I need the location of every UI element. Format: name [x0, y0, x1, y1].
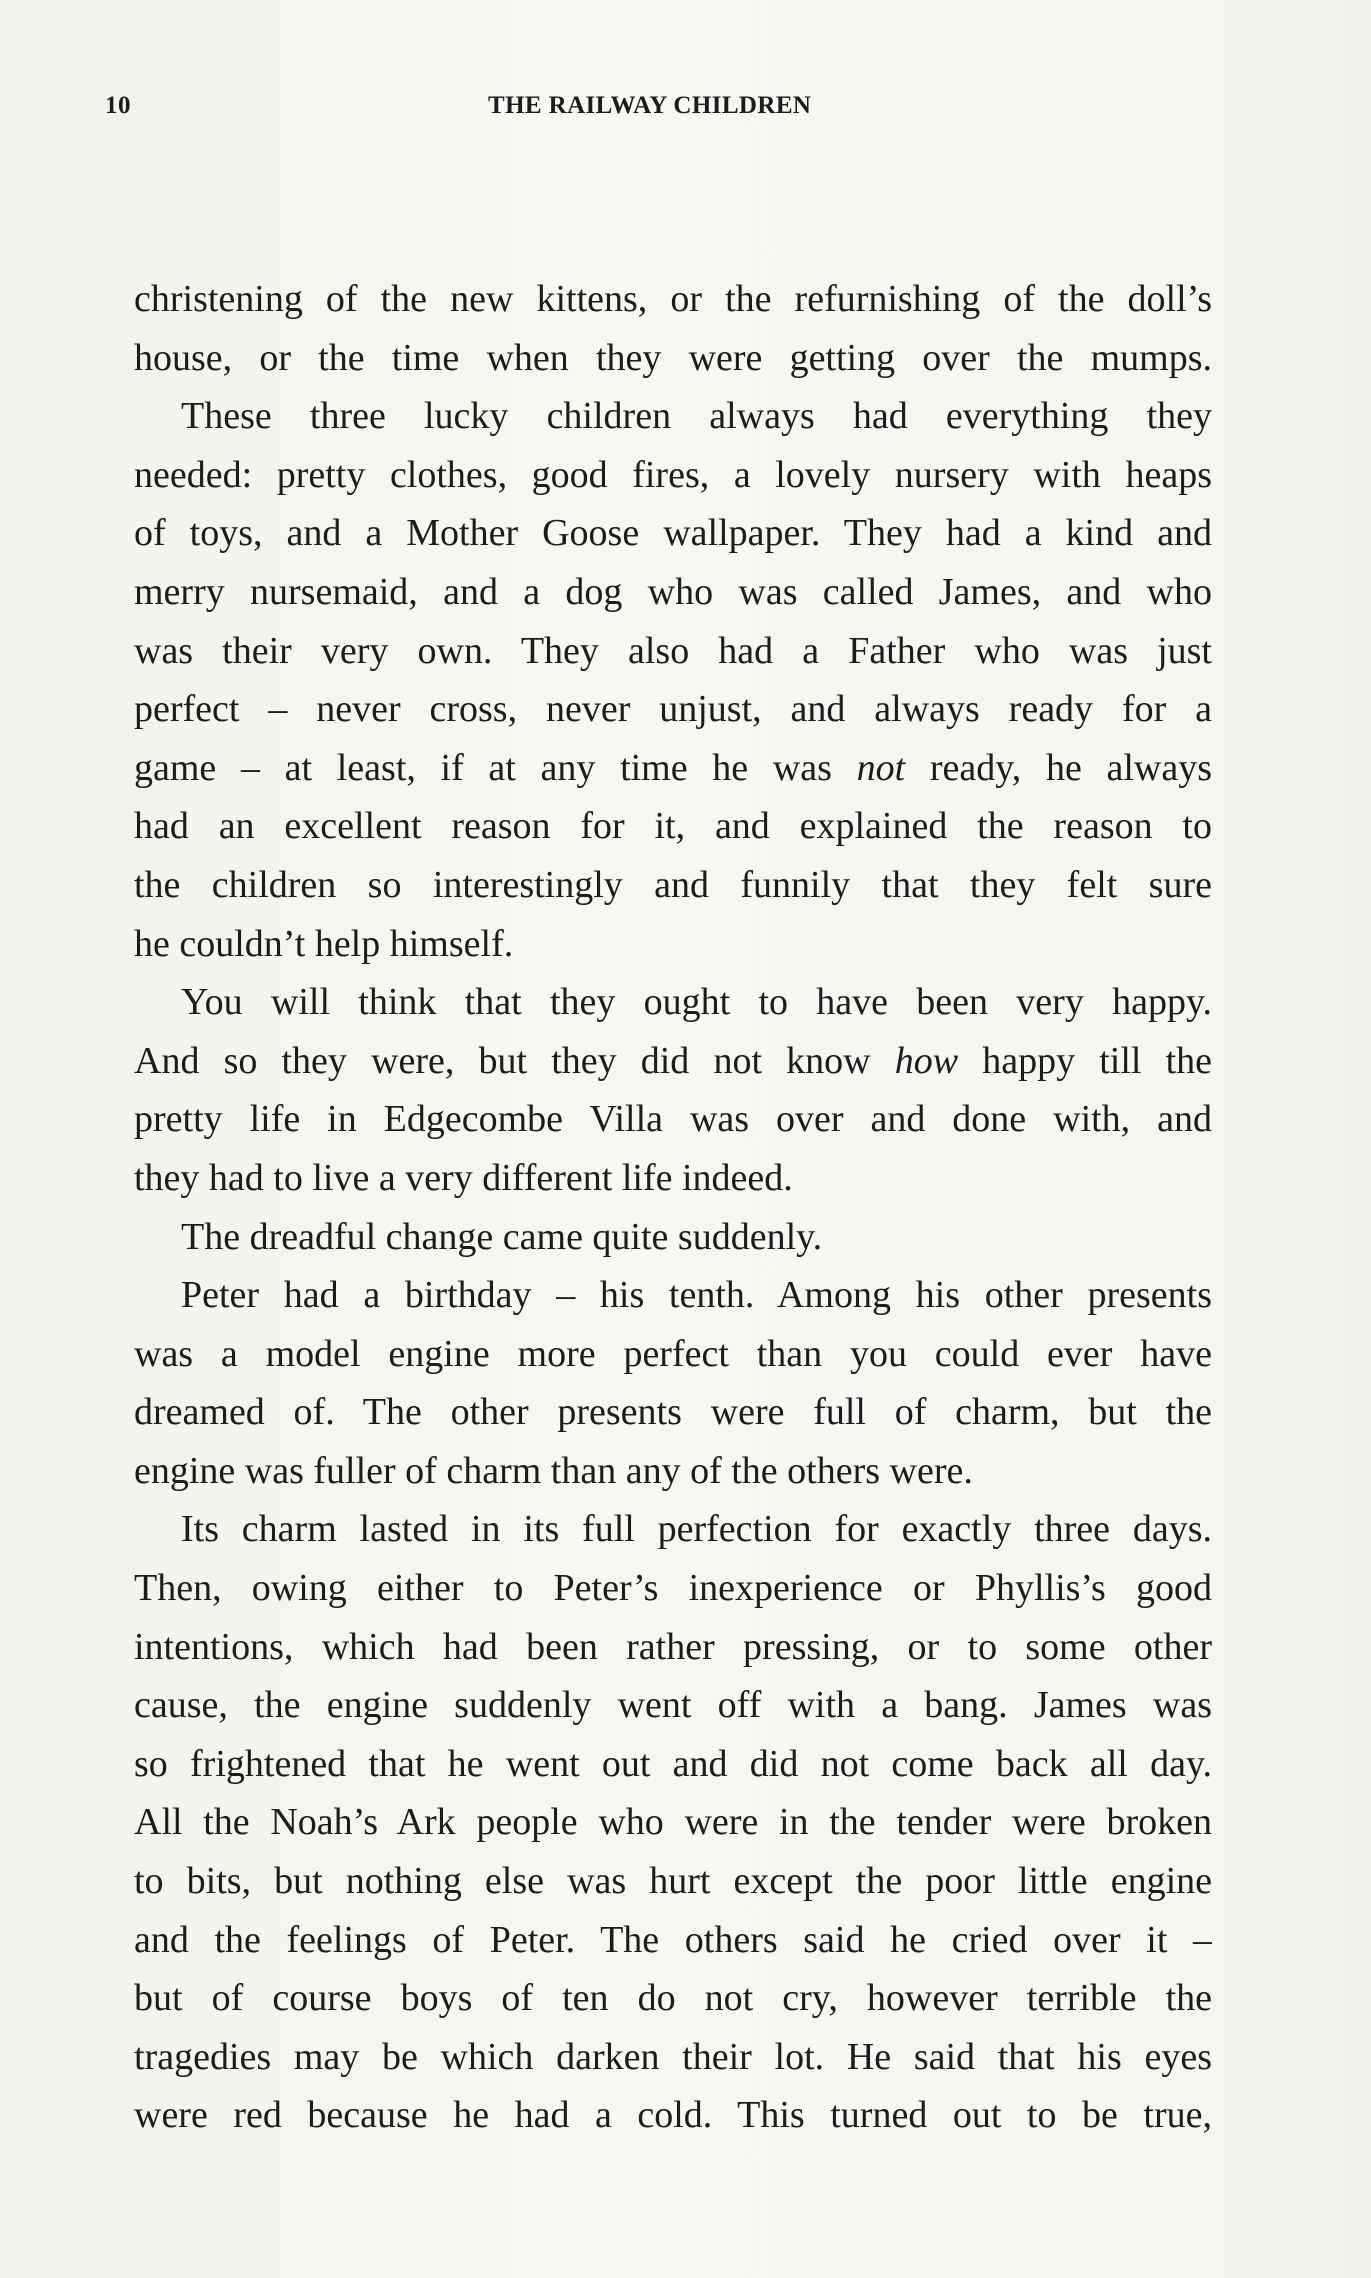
text-line — [134, 622, 1212, 681]
text-line-content: intentions, which had been rather pressing, or to some other — [134, 1625, 1212, 1668]
text-line-content: engine was fuller of charm than any of the others were. — [134, 1449, 973, 1492]
text-line — [134, 1969, 1212, 2028]
text-line-content: needed: pretty clothes, good fires, a lovely nursery with heaps — [134, 453, 1212, 496]
text-line — [134, 1676, 1212, 1735]
text-line-content: the children so interestingly and funnily that they felt sure — [134, 863, 1212, 906]
text-line — [134, 739, 1212, 798]
text-line — [134, 387, 1212, 446]
text-line-content: was a model engine more perfect than you could ever have — [134, 1332, 1212, 1375]
body-text — [134, 270, 1212, 2145]
text-line-content: game – at least, if at any time he was — [134, 746, 857, 789]
text-line-content: You will think that they ought to have been very happy. — [181, 981, 1212, 1024]
text-line-content: dreamed of. The other presents were full of charm, but the — [134, 1391, 1212, 1434]
text-line-content: to bits, but nothing else was hurt except the poor little engine — [134, 1860, 1212, 1903]
text-line — [134, 1793, 1212, 1852]
text-line — [134, 2028, 1212, 2087]
text-line-content: of toys, and a Mother Goose wallpaper. They had a kind and — [134, 512, 1212, 555]
text-line-content: And so they were, but they did not know — [134, 1039, 895, 1082]
text-line-content: they had to live a very different life indeed. — [134, 1156, 793, 1199]
text-line — [134, 1618, 1212, 1677]
text-line-content: was their very own. They also had a Father who was just — [134, 629, 1212, 672]
text-line — [134, 856, 1212, 915]
text-line-content: These three lucky children always had everything they — [181, 395, 1212, 438]
text-line — [134, 1911, 1212, 1970]
text-line-content: he couldn’t help himself. — [134, 922, 514, 965]
text-line-content: house, or the time when they were getting over the mumps. — [134, 336, 1212, 379]
text-line — [134, 1559, 1212, 1618]
text-line — [134, 1852, 1212, 1911]
text-line-content: pretty life in Edgecombe Villa was over and done with, and — [134, 1098, 1212, 1141]
text-line — [134, 446, 1212, 505]
text-line-content: perfect – never cross, never unjust, and always ready for a — [134, 688, 1212, 731]
text-line — [134, 1032, 1212, 1091]
text-line — [134, 1208, 1212, 1267]
text-line-content: The dreadful change came quite suddenly. — [181, 1215, 823, 1258]
text-line-content: so frightened that he went out and did not come back all day. — [134, 1742, 1212, 1785]
text-line — [134, 915, 1212, 974]
text-line — [134, 504, 1212, 563]
italic-emphasis: not — [856, 746, 906, 789]
text-line-content: cause, the engine suddenly went off with a bang. James was — [134, 1684, 1212, 1727]
text-line — [134, 1383, 1212, 1442]
text-line-content: happy till the — [958, 1039, 1212, 1082]
text-line — [134, 973, 1212, 1032]
text-line — [134, 270, 1212, 329]
text-line-content: had an excellent reason for it, and explained the reason to — [134, 805, 1212, 848]
text-line — [134, 1500, 1212, 1559]
text-line — [134, 1735, 1212, 1794]
text-line — [134, 680, 1212, 739]
text-line — [134, 2086, 1212, 2145]
text-line — [134, 1149, 1212, 1208]
running-head — [0, 92, 1371, 122]
text-line — [134, 1090, 1212, 1149]
text-line — [134, 1442, 1212, 1501]
text-line-content: Its charm lasted in its full perfection for exactly three days. — [181, 1508, 1212, 1551]
text-line-content: christening of the new kittens, or the refurnishing of the doll’s — [134, 278, 1212, 320]
text-line-content: were red because he had a cold. This turned out to be true, — [134, 2094, 1212, 2137]
italic-emphasis: how — [894, 1039, 959, 1082]
text-line-content: and the feelings of Peter. The others said he cried over it – — [134, 1918, 1212, 1961]
text-line — [134, 1325, 1212, 1384]
page-number: 10 — [105, 92, 131, 119]
text-line — [134, 329, 1212, 388]
text-line — [134, 563, 1212, 622]
text-line-content: but of course boys of ten do not cry, however terrible the — [134, 1977, 1212, 2020]
text-line-content: ready, he always — [905, 746, 1212, 789]
text-line — [134, 797, 1212, 856]
text-line-content: Peter had a birthday – his tenth. Among his other presents — [181, 1274, 1212, 1317]
book-title: THE RAILWAY CHILDREN — [488, 92, 812, 119]
text-line-content: Then, owing either to Peter’s inexperience or Phyllis’s good — [134, 1567, 1212, 1610]
text-line — [134, 1266, 1212, 1325]
text-line-content: tragedies may be which darken their lot. He said that his eyes — [134, 2035, 1212, 2078]
text-line-content: All the Noah’s Ark people who were in the tender were broken — [134, 1801, 1212, 1844]
text-line-content: merry nursemaid, and a dog who was called James, and who — [134, 570, 1212, 613]
